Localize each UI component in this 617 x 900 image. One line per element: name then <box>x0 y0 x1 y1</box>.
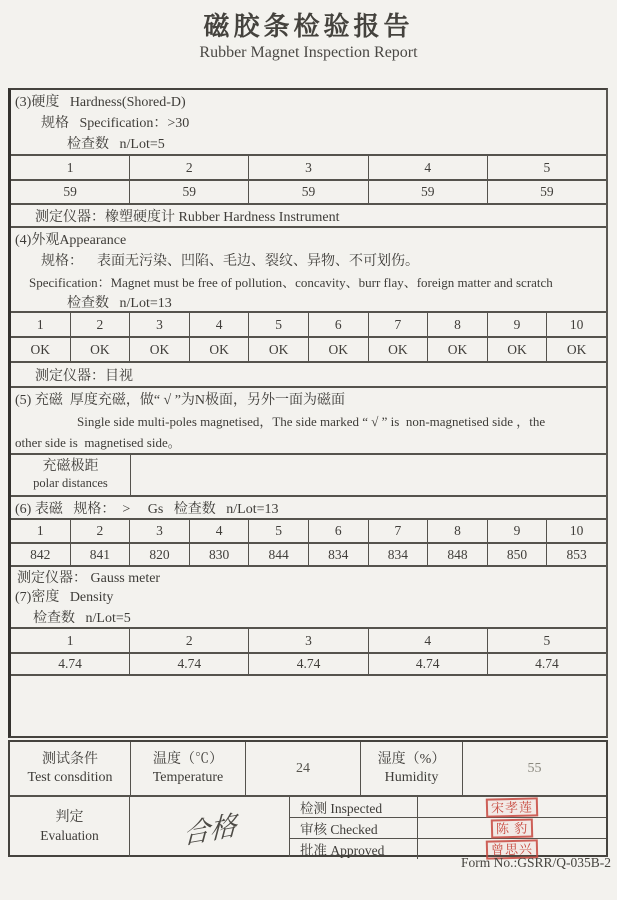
table-cell: 7 <box>368 313 428 336</box>
appearance-instrument-line <box>11 361 606 386</box>
evaluation-label-cn: 判定 <box>55 810 84 825</box>
polar-distance-label <box>11 455 131 495</box>
flux-table-header-row <box>11 518 606 542</box>
table-cell: 4.74 <box>248 654 367 674</box>
table-cell: 850 <box>487 544 547 565</box>
checked-stamp-cell <box>418 818 606 838</box>
table-cell: OK <box>129 338 189 361</box>
evaluation-label-en: Evaluation <box>40 828 99 843</box>
appearance-lot: 检查数 n/Lot=13 <box>67 296 172 311</box>
hardness-lot: 检查数 n/Lot=5 <box>67 137 165 152</box>
humidity-label-cn: 湿度（%） <box>377 751 446 767</box>
table-cell: 6 <box>308 520 368 542</box>
appearance-heading: (4)外观Appearance <box>15 233 127 248</box>
table-cell: 820 <box>129 544 189 565</box>
table-cell: 9 <box>487 313 547 336</box>
table-cell: 6 <box>308 313 368 336</box>
table-cell: 841 <box>70 544 130 565</box>
checked-row <box>290 817 606 838</box>
table-cell: 8 <box>427 520 487 542</box>
approved-name-stamp: 曾思兴 <box>486 839 538 859</box>
table-cell: 2 <box>129 156 248 179</box>
table-cell: 5 <box>487 156 606 179</box>
temperature-label <box>130 742 245 795</box>
density-table-header-row <box>11 627 606 652</box>
table-cell: OK <box>308 338 368 361</box>
approved-label: 批准 Approved <box>290 839 418 859</box>
table-cell: 844 <box>248 544 308 565</box>
humidity-label <box>360 742 462 795</box>
table-cell: 4 <box>368 629 487 652</box>
table-cell: 59 <box>129 181 248 203</box>
table-cell: OK <box>368 338 428 361</box>
hardness-instrument-text: 测定仪器：橡塑硬度计 Rubber Hardness Instrument <box>35 209 340 225</box>
table-cell: 4.74 <box>58 656 82 671</box>
table-cell: 3 <box>129 313 189 336</box>
table-cell: 59 <box>248 181 367 203</box>
conditions-signature-table <box>8 740 608 857</box>
table-cell: 830 <box>189 544 249 565</box>
table-cell: 834 <box>308 544 368 565</box>
inspected-stamp-cell <box>418 797 606 817</box>
approval-rows <box>290 797 606 857</box>
table-cell: OK <box>248 338 308 361</box>
flux-instrument-text: 测定仪器： Gauss meter <box>17 571 161 586</box>
table-cell: 8 <box>427 313 487 336</box>
table-cell: 5 <box>487 629 606 652</box>
humidity-label-en: Humidity <box>384 769 439 785</box>
table-cell: 9 <box>487 520 547 542</box>
flux-table-values-row <box>11 542 606 565</box>
section-hardness-header <box>11 90 606 154</box>
empty-area <box>11 676 606 740</box>
temperature-value: 24 <box>245 742 360 795</box>
inspected-row <box>290 797 606 817</box>
table-cell: 59 <box>63 184 77 199</box>
test-condition-label-en: Test consdition <box>27 769 113 785</box>
polar-distance-row <box>11 453 606 495</box>
humidity-value: 55 <box>462 742 606 795</box>
table-cell: OK <box>70 338 130 361</box>
appearance-spec-en: Specification：Magnet must be free of pollution、concavity、burr flay、foreign matter and scratch <box>29 275 553 290</box>
table-cell: 10 <box>546 520 606 542</box>
test-conditions-row <box>10 742 606 797</box>
table-cell: 834 <box>368 544 428 565</box>
density-lot: 检查数 n/Lot=5 <box>33 611 131 626</box>
table-cell: OK <box>427 338 487 361</box>
table-cell: 2 <box>70 313 130 336</box>
table-cell: 4 <box>189 520 249 542</box>
evaluation-signature-row <box>10 797 606 857</box>
inspected-name-stamp: 宋孝莲 <box>486 797 538 817</box>
flux-instrument-line <box>11 565 606 587</box>
table-cell: OK <box>546 338 606 361</box>
table-cell: 1 <box>66 159 74 175</box>
table-cell: 4 <box>368 156 487 179</box>
table-cell: 5 <box>248 520 308 542</box>
table-cell: 4.74 <box>129 654 248 674</box>
hardness-table-values-row <box>11 179 606 203</box>
magnetisation-line1: (5) 充磁 厚度充磁，做“ √ ”为N极面，另外一面为磁面 <box>15 393 346 408</box>
appearance-instrument-text: 测定仪器：目视 <box>35 368 133 384</box>
magnetisation-line2: Single side multi-poles magnetised，The side marked “ √ ” is non-magnetised side ，the <box>77 414 546 429</box>
density-heading: (7)密度 Density <box>15 590 114 605</box>
table-cell: 5 <box>248 313 308 336</box>
hardness-spec: 规格 Specification：>30 <box>41 116 190 131</box>
table-cell: OK <box>189 338 249 361</box>
table-cell: 1 <box>66 632 74 648</box>
magnetisation-line3: other side is magnetised side。 <box>15 435 181 450</box>
hardness-instrument-line <box>11 203 606 226</box>
evaluation-signature-cell <box>130 797 290 857</box>
polar-label-cn: 充磁极距 <box>42 459 99 474</box>
density-table-values-row <box>11 652 606 676</box>
table-cell: 7 <box>368 520 428 542</box>
handwritten-signature: 合格 <box>182 809 237 851</box>
section-appearance-header <box>11 226 606 311</box>
table-cell: 59 <box>368 181 487 203</box>
checked-label: 审核 Checked <box>290 818 418 838</box>
hardness-heading: (3)硬度 Hardness(Shored-D) <box>15 95 186 110</box>
table-cell: 1 <box>36 523 44 538</box>
temperature-label-en: Temperature <box>152 769 224 785</box>
polar-label-en: polar distances <box>33 476 108 490</box>
test-condition-label <box>10 742 130 795</box>
temperature-label-cn: 温度（℃） <box>153 751 223 767</box>
table-cell: 4 <box>189 313 249 336</box>
table-cell: OK <box>30 341 51 357</box>
table-cell: 3 <box>129 520 189 542</box>
table-cell: 3 <box>248 629 367 652</box>
table-cell: 1 <box>36 316 44 332</box>
report-title-chinese: 磁胶条检验报告 <box>203 12 414 41</box>
report-title-english: Rubber Magnet Inspection Report <box>199 44 418 61</box>
table-cell: 2 <box>70 520 130 542</box>
table-cell: 2 <box>129 629 248 652</box>
table-cell: 4.74 <box>487 654 606 674</box>
table-cell: 10 <box>546 313 606 336</box>
evaluation-label <box>10 797 130 857</box>
table-cell: 59 <box>487 181 606 203</box>
table-cell: 848 <box>427 544 487 565</box>
inspected-label: 检测 Inspected <box>290 797 418 817</box>
hardness-table-header-row <box>11 154 606 179</box>
table-cell: 842 <box>30 546 51 562</box>
checked-name-stamp: 陈 豹 <box>491 818 534 838</box>
section-magnetisation <box>11 386 606 453</box>
surface-flux-heading: (6) 表磁 规格： > Gs 检查数 n/Lot=13 <box>15 502 279 517</box>
form-number: Form No.:GSRR/Q-035B-2 <box>460 855 611 870</box>
test-condition-label-cn: 测试条件 <box>42 751 98 767</box>
appearance-table-header-row <box>11 311 606 336</box>
appearance-spec-cn: 规格： 表面无污染、凹陷、毛边、裂纹、异物、不可划伤。 <box>41 254 419 269</box>
table-cell: 3 <box>248 156 367 179</box>
table-cell: 853 <box>546 544 606 565</box>
section-surface-flux-header <box>11 495 606 518</box>
main-inspection-table <box>8 88 608 738</box>
appearance-table-values-row <box>11 336 606 361</box>
section-density-header <box>11 587 606 627</box>
polar-distance-value <box>131 455 606 495</box>
table-cell: 4.74 <box>368 654 487 674</box>
table-cell: OK <box>487 338 547 361</box>
